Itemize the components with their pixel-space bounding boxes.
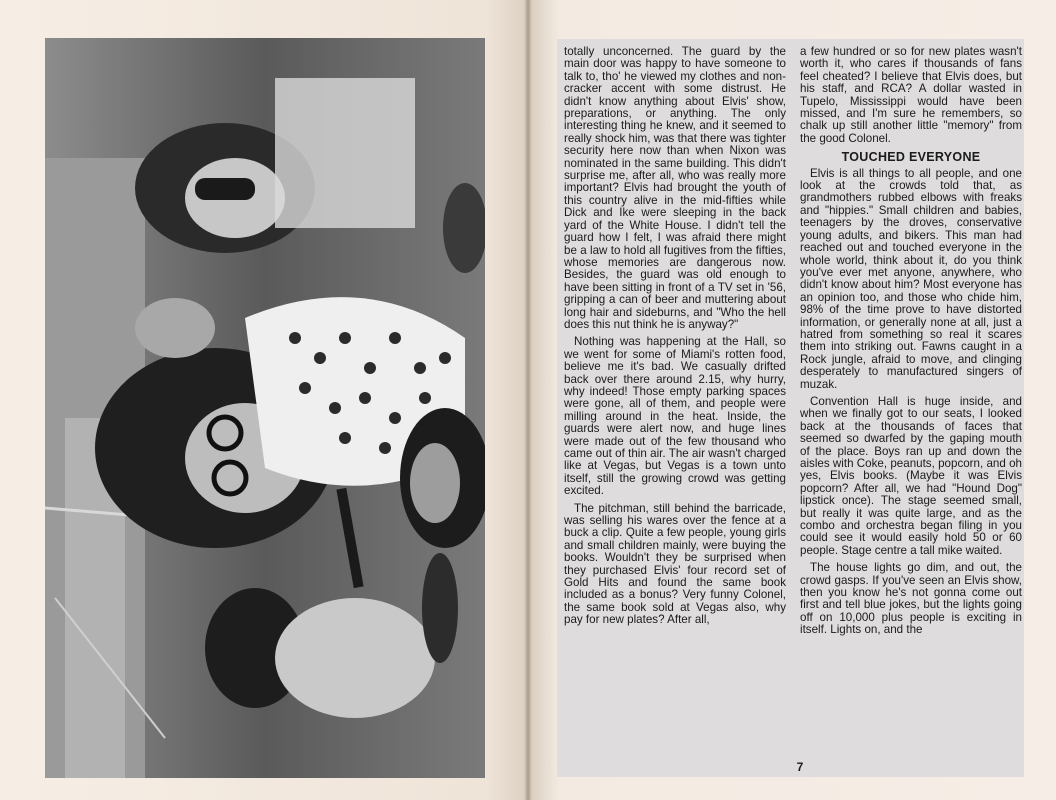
article-column-2 [800, 46, 1022, 642]
article-column-1 [564, 46, 786, 632]
concert-crowd-photo-icon [45, 38, 485, 778]
column1-paragraph: The pitchman, still behind the barricade, was selling his wares over the fence at a buck a clip. Quite a few people, young girls and small children mainly, were buying the books. Wouldn't they be surprised when they purchased Elvis' four record set of Gold Hits and found the same book included as a bonus? Very funny Colonel, the same book sold at Vegas also, why pay for new plates? After all, [564, 501, 786, 627]
column1-paragraph: Nothing was happening at the Hall, so we went for some of Miami's rotten food, believe me it's bad. We casually drifted back over there around 2.15, why hurry, why indeed! Those empty parking spaces were gone, all of them, and people were milling around in the heat. Inside, the guards were alert now, and huge lines were made out of the few thousand who came out of thin air. The air wasn't charged like at Vegas, but Vegas is a town unto itself, still the growing crowd was getting excited. [564, 335, 786, 498]
column2-paragraph: Elvis is all things to all people, and one look at the crowds told that, as grandmothers rubbed elbows with freaks and "hippies." Small children and babies, teenagers by the droves, conservative young adults, and bikers. This man had reached out and touched everyone in the whole world, think about it, do you think you've ever met anyone, anywhere, who didn't know about him? Most everyone has an opinion too, and those who chide him, 98% of the time prove to have distorted information, or generally none at all, just a hatred from something so real it scares them into striking out. Fawns caught in a Rock jungle, afraid to move, and clinging desperately to manufactured singers of muzak. [800, 166, 1022, 391]
column2-paragraph: Convention Hall is huge inside, and when we finally got to our seats, I looked back at the thousands of faces that seemed so dwarfed by the gaping mouth of the place. Boys ran up and down the aisles with Coke, peanuts, popcorn, and oh yes, Elvis books. (Maybe it was Elvis popcorn? After all, we had "Hound Dog" lipstick once). The stage seemed small, but really it was quite large, and as the combo and orchestra began filing in you could see it would easily hold 50 or 60 people. Stage centre a tall mike waited. [800, 394, 1022, 557]
column2-paragraph: The house lights go dim, and out, the crowd gasps. If you've seen an Elvis show, then you know he's not gonna come out first and tell blue jokes, but the lights going off on 10,000 plus people is exciting in itself. Lights on, and the [800, 561, 1022, 637]
page-gutter [524, 0, 532, 800]
column1-paragraph: totally unconcerned. The guard by the main door was happy to have someone to talk to, tho' he viewed my clothes and non-cracker accent with some distrust. He didn't know anything about Elvis' show, preparations, or anything. The only interesting thing he knew, and it seemed to really shock him, was that there was tighter security here now than when Nixon was nominated in the same building. This didn't surprise me, after all, who was really more important? Elvis had brought the youth of this country alive in the mid-fifties while Dick and Ike were sleeping in the back yard of the White House. I didn't tell the guard how I felt, I was afraid there might be a law to hold all fugitives from the fifties, whose memories are dangerous now. Besides, the guard was old enough to have been sitting in front of a TV set in '56, gripping a can of beer and muttering about long hair and sideburns, and "Who the hell does this nut think he is anyway?" [564, 45, 786, 331]
page-number: 7 [796, 760, 804, 774]
photo-drawing [45, 38, 485, 778]
section-heading: TOUCHED EVERYONE [841, 150, 981, 165]
column2-intro-paragraph: a few hundred or so for new plates wasn't worth it, who cares if thousands of fans feel cheated? I believe that Elvis does, but his staff, and RCA? A dollar wasted in Tupelo, Mississippi would have been missed, and I'm sure he remembers, so chalk up still another little "memory" from the good Colonel. [800, 45, 1022, 145]
